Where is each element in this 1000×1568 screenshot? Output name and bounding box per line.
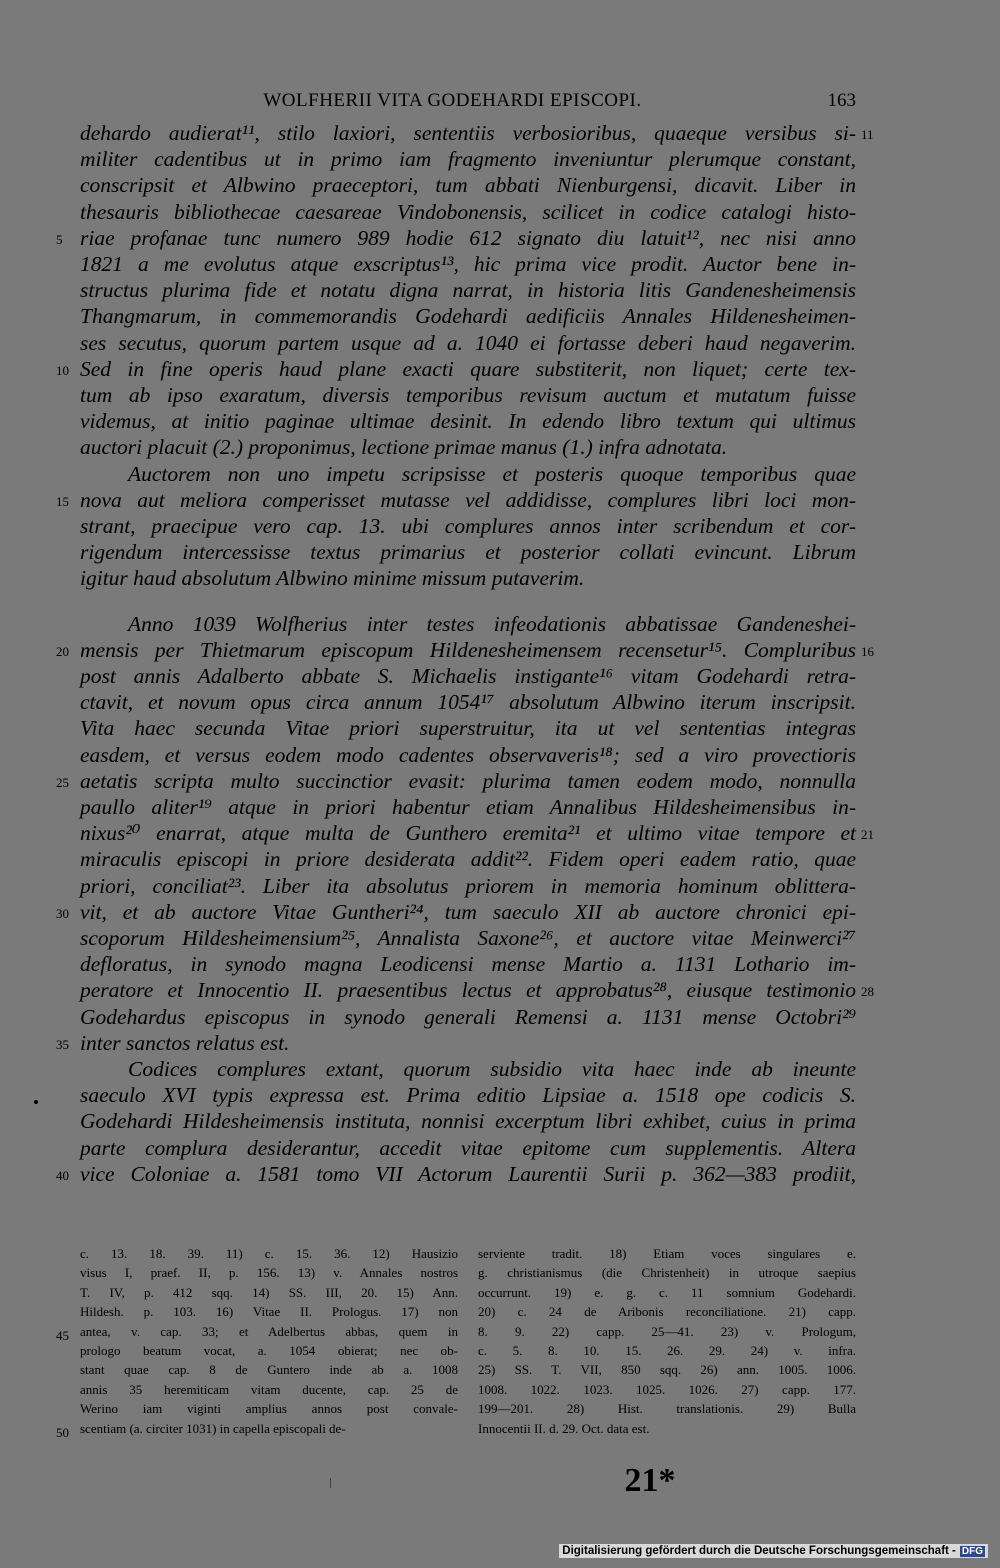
footnote-divider bbox=[330, 1478, 331, 1488]
margin-note-number: 21 bbox=[861, 827, 874, 843]
footnote-line: 20) c. 24 de Aribonis reconciliatione. 21) capp. bbox=[478, 1304, 856, 1320]
text-line: vice Coloniae a. 1581 tomo VII Actorum Laurentii Surii p. 362—383 prodiit, bbox=[80, 1161, 856, 1186]
footnote-line: prologo beatum vocat, a. 1054 obierat; nec ob- bbox=[80, 1342, 458, 1358]
text-line: ses secutus, quorum partem usque ad a. 1040 ei fortasse deberi haud negaverim. bbox=[80, 330, 856, 355]
text-line: aetatis scripta multo succinctior evasit: plurima tamen eodem modo, nonnulla bbox=[80, 768, 856, 793]
footnotes-right-column bbox=[478, 1244, 856, 1438]
line-number: 20 bbox=[56, 643, 69, 659]
text-line: Godehardus episcopus in synodo generali Remensi a. 1131 mense Octobri²⁹ bbox=[80, 1004, 856, 1029]
text-line: scoporum Hildesheimensium²⁵, Annalista Saxone²⁶, et auctore vitae Meinwerci²⁷ bbox=[80, 926, 856, 950]
text-line: structus plurima fide et notatu digna narrat, in historia litis Gandenesheimensis bbox=[80, 278, 856, 303]
footnote-line: T. IV, p. 412 sqq. 14) SS. III, 20. 15) Ann. bbox=[80, 1284, 458, 1300]
text-line: Godehardi Hildesheimensis instituta, nonnisi excerptum libri exhibet, cuius in prima bbox=[80, 1109, 856, 1134]
text-line: thesauris bibliothecae caesareae Vindobonensis, scilicet in codice catalogi histo- bbox=[80, 199, 856, 224]
line-number: 25 bbox=[56, 774, 69, 790]
text-line: rigendum intercessisse textus primarius et posterior collati evincunt. Librum bbox=[80, 540, 856, 565]
text-line: riae profanae tunc numero 989 hodie 612 signato diu latuit¹², nec nisi anno bbox=[80, 225, 856, 250]
text-line: Vita haec secunda Vitae priori superstruitur, ita ut vel sententias integras bbox=[80, 716, 856, 741]
text-line: mensis per Thietmarum episcopum Hildenesheimensem recensetur¹⁵. Compluribus bbox=[80, 637, 856, 662]
footnote-line: occurrunt. 19) e. g. c. 11 somnium Godehardi. bbox=[478, 1284, 856, 1300]
footnote-line: antea, v. cap. 33; et Adelbertus abbas, quem in bbox=[80, 1323, 458, 1339]
footnotes-left-column bbox=[80, 1244, 458, 1438]
footnote-line: visus I, praef. II, p. 156. 13) v. Annales nostros bbox=[80, 1265, 458, 1281]
text-line: Sed in fine operis haud plane exacti quare substiterit, non liquet; certe tex- bbox=[80, 356, 856, 381]
margin-note-number: 11 bbox=[861, 127, 874, 142]
footnote-line: g. christianismus (die Christenheit) in utroque saepius bbox=[478, 1265, 856, 1281]
margin-note-number: 16 bbox=[861, 643, 874, 659]
digitization-credit bbox=[559, 1544, 988, 1558]
text-line: 1821 a me evolutus atque exscriptus¹³, hic prima vice prodit. Auctor bene in- bbox=[80, 252, 856, 276]
text-line: easdem, et versus eodem modo cadentes observaveris¹⁸; sed a viro provectioris bbox=[80, 742, 856, 767]
text-line: videmus, at initio paginae ultimae desinit. In edendo libro textum qui ultimus bbox=[80, 409, 856, 434]
text-line: inter sanctos relatus est. bbox=[80, 1030, 290, 1055]
line-number: 5 bbox=[56, 231, 63, 247]
footnote-line: scentiam (a. circiter 1031) in capella episcopali de- bbox=[80, 1420, 346, 1436]
dfg-logo: DFG bbox=[961, 1546, 983, 1557]
margin-dot bbox=[34, 1100, 38, 1104]
text-line: Auctorem non uno impetu scripsisse et posteris quoque temporibus quae bbox=[128, 461, 856, 486]
text-line: Anno 1039 Wolfherius inter testes infeodationis abbatissae Gandeneshei- bbox=[128, 611, 856, 636]
margin-note-number: 28 bbox=[861, 984, 874, 1000]
footnote-line: Innocentii II. d. 29. Oct. data est. bbox=[478, 1420, 650, 1436]
text-line: peratore et Innocentio II. praesentibus lectus et approbatus²⁸, eiusque testimonio bbox=[80, 978, 856, 1003]
text-line: tum ab ipso exaratum, diversis temporibus revisum auctum et mutatum fuisse bbox=[80, 383, 856, 407]
footnote-line: 1008. 1022. 1023. 1025. 1026. 27) capp. 177. bbox=[478, 1381, 856, 1397]
text-line: Codices complures extant, quorum subsidio vita haec inde ab ineunte bbox=[128, 1057, 856, 1081]
text-line: strant, praecipue vero cap. 13. ubi complures annos inter scribendum et cor- bbox=[80, 514, 856, 538]
text-line: auctori placuit (2.) proponimus, lectione primae manus (1.) infra adnotata. bbox=[80, 435, 728, 460]
footnote-line: c. 13. 18. 39. 11) c. 15. 36. 12) Hausizio bbox=[80, 1246, 458, 1261]
footnote-line-number: 50 bbox=[56, 1425, 69, 1440]
text-line: vit, et ab auctore Vitae Guntheri²⁴, tum saeculo XII ab auctore chronici epi- bbox=[80, 899, 856, 924]
text-line: igitur haud absolutum Albwino minime missum putaverim. bbox=[80, 566, 585, 591]
text-line: nixus²⁰ enarrat, atque multa de Gunthero eremita²¹ et ultimo vitae tempore et bbox=[80, 821, 856, 846]
text-line: dehardo audierat¹¹, stilo laxiori, sententiis verbosioribus, quaeque versibus si- bbox=[80, 121, 856, 145]
footnote-line: c. 5. 8. 10. 15. 26. 29. 24) v. infra. bbox=[478, 1342, 856, 1358]
footnote-line: Hildesh. p. 103. 16) Vitae II. Prologus. 17) non bbox=[80, 1304, 458, 1320]
text-line: parte complura desiderantur, accedit vitae epitome cum supplementis. Altera bbox=[80, 1135, 856, 1160]
text-line: Thangmarum, in commemorandis Godehardi aedificiis Annales Hildenesheimen- bbox=[80, 304, 856, 329]
footnote-line: Werino iam viginti amplius annos post convale- bbox=[80, 1401, 458, 1417]
page-number: 163 bbox=[827, 90, 856, 111]
text-line: militer cadentibus ut in primo iam fragmento inveniuntur plerumque constant, bbox=[80, 147, 856, 172]
footnote-line: 199—201. 28) Hist. translationis. 29) Bulla bbox=[478, 1401, 856, 1417]
line-number: 15 bbox=[56, 493, 69, 509]
footnote-line: 8. 9. 22) capp. 25—41. 23) v. Prologum, bbox=[478, 1323, 856, 1339]
footnote-line: annis 35 heremiticam vitam ducente, cap. 25 de bbox=[80, 1381, 458, 1397]
running-title: WOLFHERII VITA GODEHARDI EPISCOPI. bbox=[263, 90, 642, 111]
line-number: 30 bbox=[56, 905, 69, 921]
line-number: 40 bbox=[56, 1167, 69, 1183]
text-line: paullo aliter¹⁹ atque in priori habentur etiam Annalibus Hildesheimensibus in- bbox=[80, 795, 856, 819]
text-line: nova aut meliora comperisset mutasse vel addidisse, complures libri loci mon- bbox=[80, 487, 856, 512]
text-line: ctavit, et novum opus circa annum 1054¹⁷ absolutum Albwino iterum inscripsit. bbox=[80, 690, 856, 715]
footnote-line-number: 45 bbox=[56, 1328, 69, 1343]
text-line: miraculis episcopi in priore desiderata addit²². Fidem operi eadem ratio, quae bbox=[80, 847, 856, 872]
footnote-line: serviente tradit. 18) Etiam voces singulares e. bbox=[478, 1246, 856, 1261]
text-line: defloratus, in synodo magna Leodicensi mense Martio a. 1131 Lothario im- bbox=[80, 952, 856, 977]
credit-text: Digitalisierung gefördert durch die Deutsche Forschungsgemeinschaft - bbox=[562, 1545, 956, 1557]
footnote-line: 25) SS. T. VII, 850 sqq. 26) ann. 1005. 1006. bbox=[478, 1362, 856, 1378]
text-line: saeculo XVI typis expressa est. Prima editio Lipsiae a. 1518 ope codicis S. bbox=[80, 1083, 856, 1108]
signature-mark: 21* bbox=[624, 1462, 676, 1499]
line-number: 35 bbox=[56, 1036, 69, 1052]
line-number: 10 bbox=[56, 362, 69, 378]
text-line: priori, conciliat²³. Liber ita absolutus priorem in memoria hominum oblittera- bbox=[80, 873, 856, 898]
text-line: conscripsit et Albwino praeceptori, tum abbati Nienburgensi, dicavit. Liber in bbox=[80, 173, 856, 198]
footnote-line: stant quae cap. 8 de Guntero inde ab a. 1008 bbox=[80, 1362, 458, 1378]
text-line: post annis Adalberto abbate S. Michaelis instigante¹⁶ vitam Godehardi retra- bbox=[80, 664, 856, 688]
